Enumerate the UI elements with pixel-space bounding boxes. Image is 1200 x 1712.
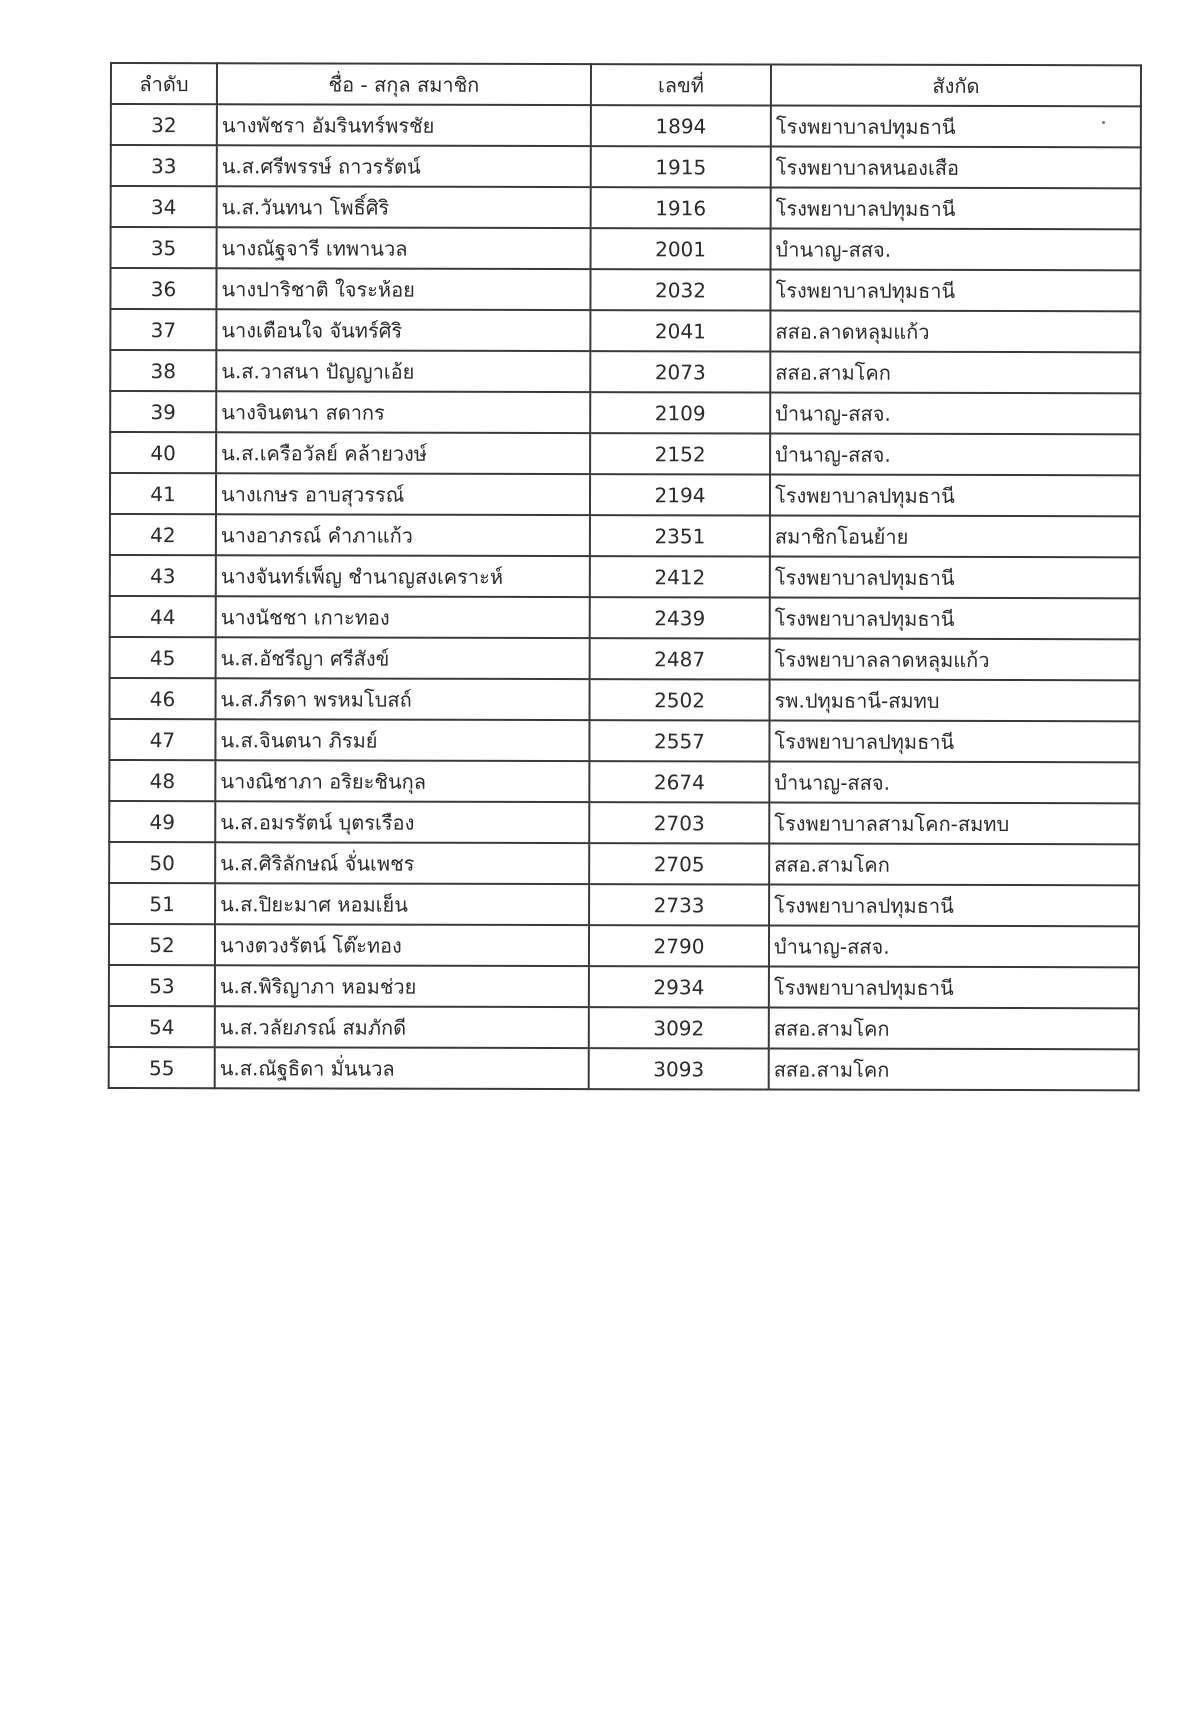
cell-name: น.ส.วาสนา ปัญญาเอ้ย xyxy=(216,350,590,392)
cell-affiliation: บำนาญ-สสจ. xyxy=(770,392,1140,434)
table-row xyxy=(111,104,1141,147)
cell-seq: 42 xyxy=(110,514,216,555)
cell-seq: 48 xyxy=(109,760,215,801)
cell-affiliation: บำนาญ-สสจ. xyxy=(769,925,1139,967)
cell-seq: 47 xyxy=(109,719,215,760)
table-row xyxy=(110,309,1140,352)
cell-number: 2001 xyxy=(591,228,771,269)
table-row xyxy=(109,801,1139,844)
cell-number: 2439 xyxy=(590,597,770,638)
cell-affiliation: โรงพยาบาลปทุมธานี xyxy=(771,187,1141,229)
cell-name: นางจินตนา สดากร xyxy=(216,391,590,433)
cell-number: 2502 xyxy=(590,679,770,720)
table-row xyxy=(110,555,1140,598)
cell-number: 3092 xyxy=(589,1007,769,1048)
cell-name: นางจันทร์เพ็ญ ชำนาญสงเคราะห์ xyxy=(216,555,590,597)
cell-number: 3093 xyxy=(589,1048,769,1089)
cell-seq: 52 xyxy=(109,924,215,965)
table-row xyxy=(109,1006,1139,1049)
cell-name: น.ส.ณัฐธิดา มั่นนวล xyxy=(215,1047,589,1089)
table-row xyxy=(109,883,1139,926)
header-number: เลขที่ xyxy=(591,64,771,105)
cell-affiliation: บำนาญ-สสจ. xyxy=(771,228,1141,270)
cell-seq: 40 xyxy=(110,432,216,473)
cell-number: 2073 xyxy=(590,351,770,392)
cell-seq: 49 xyxy=(109,801,215,842)
cell-seq: 34 xyxy=(111,186,217,227)
cell-name: น.ส.ศรีพรรษ์ ถาวรรัตน์ xyxy=(217,145,591,187)
cell-affiliation: โรงพยาบาลปทุมธานี xyxy=(770,597,1140,639)
cell-affiliation: สสอ.สามโคก xyxy=(769,843,1139,885)
table-row xyxy=(110,637,1140,680)
cell-number: 2194 xyxy=(590,474,770,515)
cell-name: น.ส.วลัยภรณ์ สมภักดี xyxy=(215,1006,589,1048)
cell-number: 2041 xyxy=(590,310,770,351)
cell-name: น.ส.ปิยะมาศ หอมเย็น xyxy=(215,883,589,925)
cell-name: น.ส.จินตนา ภิรมย์ xyxy=(215,719,589,761)
cell-name: นางณัฐจารี เทพานวล xyxy=(217,227,591,269)
table-row xyxy=(109,965,1139,1008)
cell-number: 2705 xyxy=(589,843,769,884)
cell-name: น.ส.เครือวัลย์ คล้ายวงษ์ xyxy=(216,432,590,474)
cell-name: น.ส.ภีรดา พรหมโบสถ์ xyxy=(216,678,590,720)
cell-name: นางเตือนใจ จันทร์ศิริ xyxy=(216,309,590,351)
cell-number: 2351 xyxy=(590,515,770,556)
cell-name: นางนัชชา เกาะทอง xyxy=(216,596,590,638)
cell-name: นางตวงรัตน์ โต๊ะทอง xyxy=(215,924,589,966)
header-affiliation: สังกัด xyxy=(771,64,1141,106)
cell-seq: 53 xyxy=(109,965,215,1006)
cell-seq: 38 xyxy=(110,350,216,391)
cell-number: 1916 xyxy=(591,187,771,228)
table-row xyxy=(109,842,1139,885)
cell-name: น.ส.อมรรัตน์ บุตรเรือง xyxy=(215,801,589,843)
cell-number: 2487 xyxy=(590,638,770,679)
cell-seq: 50 xyxy=(109,842,215,883)
header-seq: ลำดับ xyxy=(111,63,217,104)
cell-affiliation: โรงพยาบาลปทุมธานี xyxy=(769,966,1139,1008)
cell-name: นางอาภรณ์ คำภาแก้ว xyxy=(216,514,590,556)
cell-seq: 43 xyxy=(110,555,216,596)
table-row xyxy=(110,473,1140,516)
table-row xyxy=(109,719,1139,762)
header-row xyxy=(111,63,1141,106)
table-row xyxy=(111,227,1141,270)
cell-affiliation: โรงพยาบาลปทุมธานี xyxy=(771,105,1141,147)
table-row xyxy=(110,432,1140,475)
cell-affiliation: โรงพยาบาลปทุมธานี xyxy=(770,269,1140,311)
cell-name: น.ส.พิริญาภา หอมช่วย xyxy=(215,965,589,1007)
cell-affiliation: โรงพยาบาลสามโคก-สมทบ xyxy=(769,802,1139,844)
cell-name: น.ส.อัชรีญา ศรีสังข์ xyxy=(216,637,590,679)
cell-affiliation: สสอ.สามโคก xyxy=(769,1007,1139,1049)
cell-seq: 41 xyxy=(110,473,216,514)
table-row xyxy=(109,1047,1139,1090)
cell-affiliation: สสอ.ลาดหลุมแก้ว xyxy=(770,310,1140,352)
cell-number: 2934 xyxy=(589,966,769,1007)
cell-affiliation: รพ.ปทุมธานี-สมทบ xyxy=(770,679,1140,721)
cell-seq: 33 xyxy=(111,145,217,186)
scan-speck xyxy=(1102,121,1105,124)
cell-affiliation: โรงพยาบาลลาดหลุมแก้ว xyxy=(770,638,1140,680)
cell-seq: 51 xyxy=(109,883,215,924)
cell-name: น.ส.ศิริลักษณ์ จั่นเพชร xyxy=(215,842,589,884)
cell-name: น.ส.วันทนา โพธิ์ศิริ xyxy=(217,186,591,228)
cell-seq: 45 xyxy=(110,637,216,678)
table-row xyxy=(110,514,1140,557)
cell-affiliation: โรงพยาบาลปทุมธานี xyxy=(769,884,1139,926)
cell-seq: 35 xyxy=(111,227,217,268)
cell-affiliation: โรงพยาบาลปทุมธานี xyxy=(770,556,1140,598)
table-row xyxy=(109,760,1139,803)
cell-seq: 36 xyxy=(110,268,216,309)
cell-seq: 37 xyxy=(110,309,216,350)
cell-affiliation: สสอ.สามโคก xyxy=(769,1048,1139,1090)
cell-seq: 54 xyxy=(109,1006,215,1047)
cell-affiliation: บำนาญ-สสจ. xyxy=(769,761,1139,803)
table-row xyxy=(110,350,1140,393)
table-row xyxy=(110,391,1140,434)
table-row xyxy=(110,678,1140,721)
cell-affiliation: โรงพยาบาลปทุมธานี xyxy=(770,474,1140,516)
cell-affiliation: โรงพยาบาลหนองเสือ xyxy=(771,146,1141,188)
cell-name: นางปาริชาติ ใจระห้อย xyxy=(216,268,590,310)
cell-seq: 39 xyxy=(110,391,216,432)
table-row xyxy=(110,268,1140,311)
cell-affiliation: สสอ.สามโคก xyxy=(770,351,1140,393)
cell-affiliation: บำนาญ-สสจ. xyxy=(770,433,1140,475)
table-row xyxy=(109,924,1139,967)
member-table xyxy=(108,62,1142,1091)
table-row xyxy=(110,596,1140,639)
cell-name: นางเกษร อาบสุวรรณ์ xyxy=(216,473,590,515)
cell-affiliation: สมาชิกโอนย้าย xyxy=(770,515,1140,557)
cell-seq: 46 xyxy=(110,678,216,719)
table-row xyxy=(111,186,1141,229)
cell-name: นางพัชรา อัมรินทร์พรชัย xyxy=(217,104,591,146)
cell-number: 1915 xyxy=(591,146,771,187)
cell-name: นางณิชาภา อริยะชินกุล xyxy=(215,760,589,802)
cell-number: 1894 xyxy=(591,105,771,146)
table-row xyxy=(111,145,1141,188)
cell-number: 2412 xyxy=(590,556,770,597)
cell-affiliation: โรงพยาบาลปทุมธานี xyxy=(769,720,1139,762)
cell-seq: 32 xyxy=(111,104,217,145)
cell-number: 2790 xyxy=(589,925,769,966)
header-name: ชื่อ - สกุล สมาชิก xyxy=(217,63,591,105)
cell-number: 2152 xyxy=(590,433,770,474)
cell-number: 2032 xyxy=(590,269,770,310)
cell-number: 2703 xyxy=(589,802,769,843)
cell-seq: 55 xyxy=(109,1047,215,1088)
cell-number: 2109 xyxy=(590,392,770,433)
cell-number: 2674 xyxy=(589,761,769,802)
cell-number: 2733 xyxy=(589,884,769,925)
cell-number: 2557 xyxy=(589,720,769,761)
table-body xyxy=(109,104,1141,1090)
cell-seq: 44 xyxy=(110,596,216,637)
